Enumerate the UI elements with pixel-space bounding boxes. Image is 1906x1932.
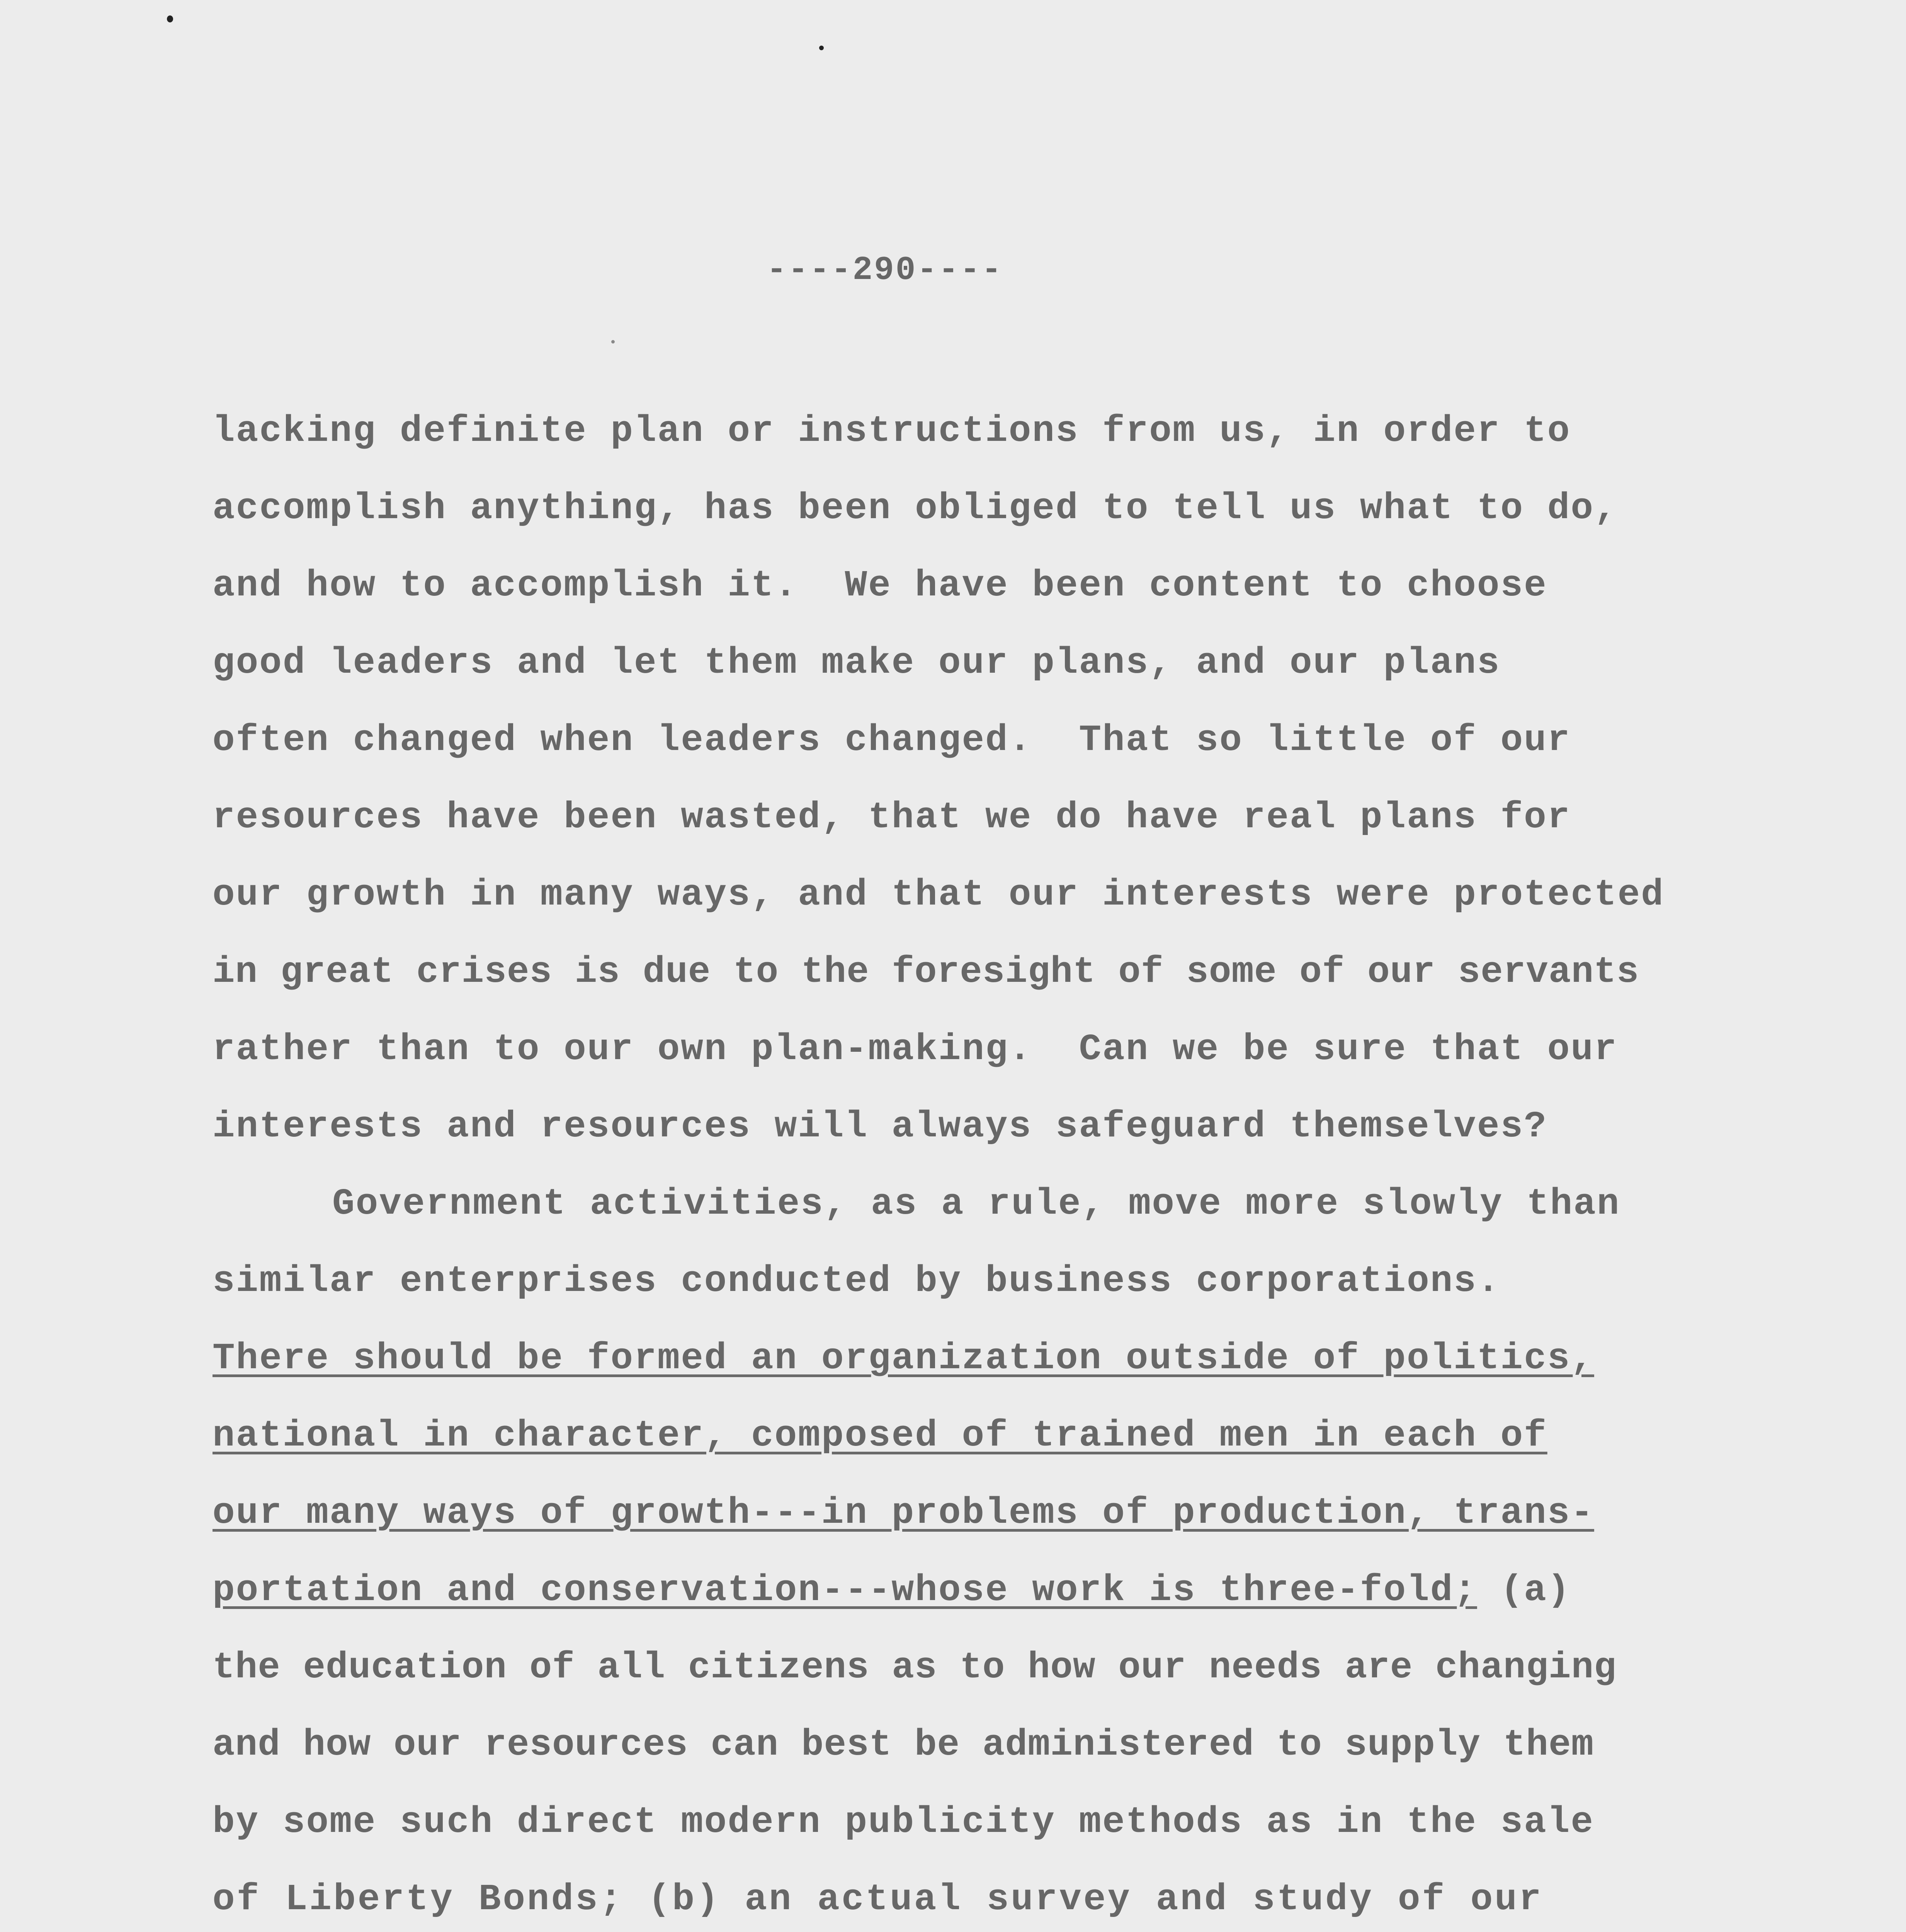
underlined-line: our many ways of growth---in problems of production, trans- [213,1492,1594,1534]
underlined-line: national in character, composed of trained men in each of [213,1415,1547,1457]
text-line: of Liberty Bonds; (b) an actual survey and study of our [213,1878,1543,1920]
text-line: and how our resources can best be administered to supply them [213,1724,1594,1766]
text-line: interests and resources will always safeguard themselves? [213,1105,1547,1148]
text-line: similar enterprises conducted by business corporations. [213,1260,1501,1302]
text-line: rather than to our own plan-making. Can we be sure that our [213,1028,1618,1070]
text-line: the education of all citizens as to how our needs are changing [213,1646,1617,1689]
underlined-line: There should be formed an organization outside of politics, [213,1337,1594,1379]
underlined-segment: portation and conservation---whose work is three-fold; [213,1569,1477,1611]
text-segment: (a) [1477,1569,1571,1611]
text-line: accomplish anything, has been obliged to tell us what to do, [213,487,1618,529]
text-line: by some such direct modern publicity methods as in the sale [213,1801,1594,1843]
ink-speck [167,15,173,22]
text-line: lacking definite plan or instructions from us, in order to [213,410,1571,452]
text-line: often changed when leaders changed. That so little of our [213,719,1571,761]
ink-speck [819,46,824,50]
text-line: our growth in many ways, and that our interests were protected [213,874,1665,916]
text-line: Government activities, as a rule, move more slowly than [332,1183,1620,1225]
text-line: in great crises is due to the foresight of some of our servants [213,951,1639,993]
ink-speck [611,340,615,344]
page-number: ----290---- [767,251,1003,289]
text-line: resources have been wasted, that we do have real plans for [213,796,1571,838]
text-line-partly-underlined [213,1567,1571,1614]
text-line: good leaders and let them make our plans, and our plans [213,642,1501,684]
text-line: and how to accomplish it. We have been content to choose [213,565,1547,607]
